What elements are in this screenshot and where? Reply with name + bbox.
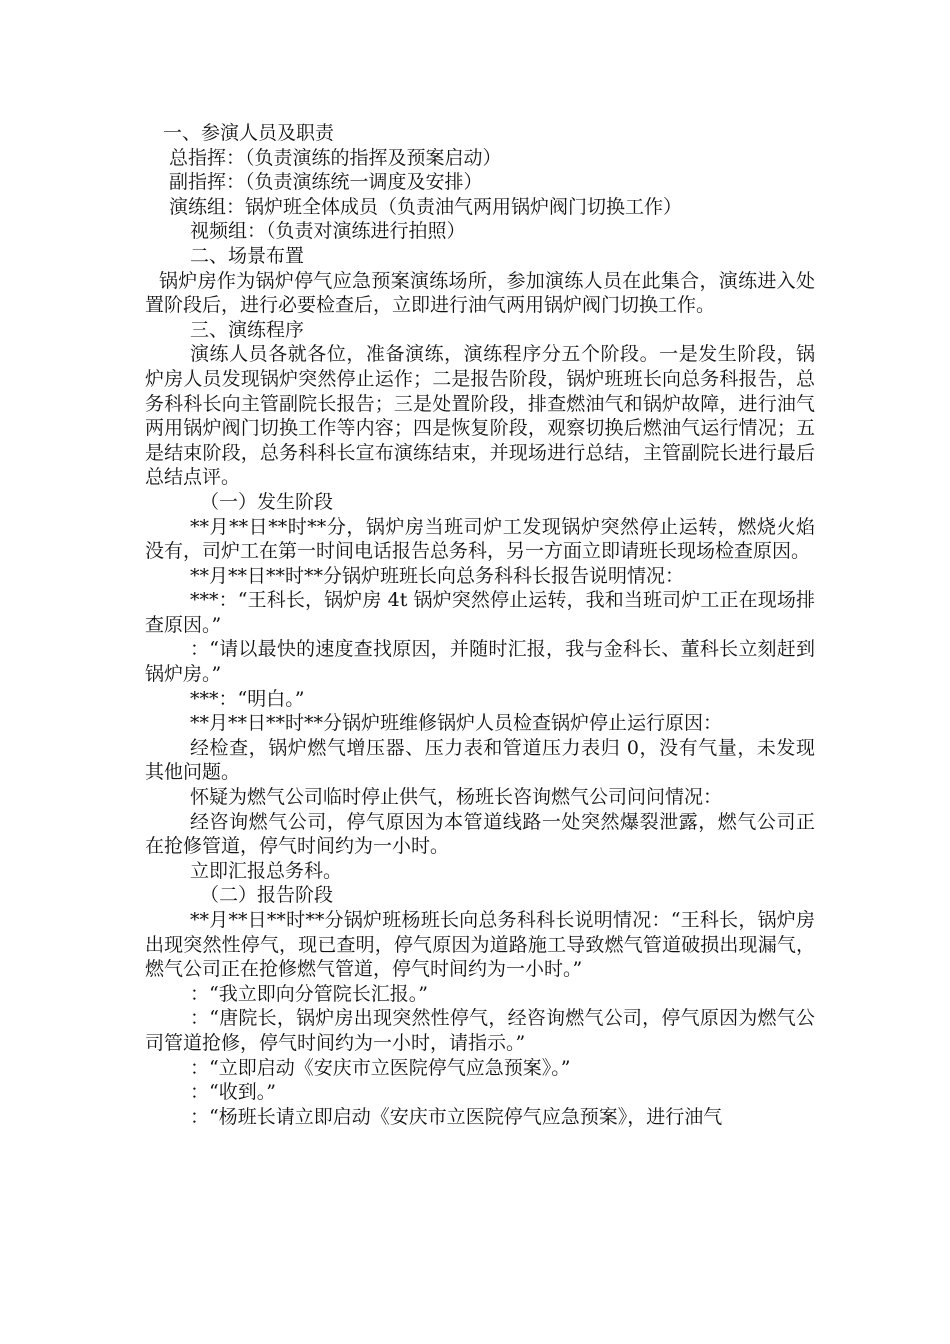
role-drill-team: 演练组：锅炉班全体成员（负责油气两用锅炉阀门切换工作） <box>169 195 683 218</box>
dialogue-line: ***：“明白。” <box>190 687 305 710</box>
heading-drill-procedure: 三、演练程序 <box>190 318 305 341</box>
paragraph-report-detail: **月**日**时**分锅炉班杨班长向总务科科长说明情况：“王科长，锅炉房出现突然性停气，现已查明，停气原因为道路施工导致燃气管道破损出现漏气，燃气公司正在抢修燃气管道，停气时间约为一小时。” <box>145 909 815 981</box>
dialogue-line: ：“杨班长请立即启动《安庆市立医院停气应急预案》，进行油气 <box>190 1105 723 1128</box>
paragraph-inspection: **月**日**时**分锅炉班维修锅炉人员检查锅炉停止运行原因： <box>190 712 723 735</box>
paragraph-scene: 锅炉房作为锅炉停气应急预案演练场所，参加演练人员在此集合，演练进入处置阶段后，进行必要检查后，立即进行油气两用锅炉阀门切换工作。 <box>145 269 815 317</box>
paragraph-inspection-result: 经检查，锅炉燃气增压器、压力表和管道压力表归 0，没有气量，未发现其他问题。 <box>145 736 815 784</box>
paragraph-occurrence: **月**日**时**分，锅炉房当班司炉工发现锅炉突然停止运转，燃烧火焰没有，司炉工在第一时间电话报告总务科，另一方面立即请班长现场检查原因。 <box>145 515 815 563</box>
paragraph-report-situation: **月**日**时**分锅炉班班长向总务科科长报告说明情况： <box>190 564 685 587</box>
heading-scene-layout: 二、场景布置 <box>190 244 305 267</box>
heading-participants: 一、参演人员及职责 <box>163 122 335 144</box>
paragraph-consultation: 经咨询燃气公司，停气原因为本管道线路一处突然爆裂泄露，燃气公司正在抢修管道，停气时间约为一小时。 <box>145 810 815 858</box>
dialogue-line: ：“请以最快的速度查找原因，并随时汇报，我与金科长、董科长立刻赶到锅炉房。” <box>145 638 815 686</box>
dialogue-line: ：“收到。” <box>190 1081 276 1104</box>
role-commander: 总指挥：（负责演练的指挥及预案启动） <box>169 146 502 169</box>
dialogue-line: ：“我立即向分管院长汇报。” <box>190 982 428 1005</box>
dialogue-line: ：“立即启动《安庆市立医院停气应急预案》。” <box>190 1056 571 1079</box>
subheading-occurrence-stage: （一）发生阶段 <box>200 490 334 513</box>
subheading-report-stage: （二）报告阶段 <box>200 884 334 907</box>
dialogue-line: ***：“王科长，锅炉房 4t 锅炉突然停止运转，我和当班司炉工正在现场排查原因。” <box>145 589 815 636</box>
paragraph-report-now: 立即汇报总务科。 <box>190 859 343 882</box>
document-body <box>145 121 815 1129</box>
role-deputy-commander: 副指挥：（负责演练统一调度及安排） <box>169 171 483 194</box>
paragraph-procedure: 演练人员各就各位，准备演练，演练程序分五个阶段。一是发生阶段，锅炉房人员发现锅炉突然停止运作；二是报告阶段，锅炉班班长向总务科报告，总务科科长向主管副院长报告；三是处置阶段，排查燃油气和锅炉故障，进行油气两用锅炉阀门切换工作等内容；四是恢复阶段，观察切换后燃油气运行情况；五是结束阶段，总务科科长宣布演练结束，并现场进行总结，主管副院长进行最后总结点评。 <box>145 343 815 489</box>
dialogue-line: ：“唐院长，锅炉房出现突然性停气，经咨询燃气公司，停气原因为燃气公司管道抢修，停气时间约为一小时，请指示。” <box>145 1007 815 1054</box>
paragraph-suspicion: 怀疑为燃气公司临时停止供气，杨班长咨询燃气公司问问情况： <box>190 786 723 809</box>
role-video-team: 视频组：（负责对演练进行拍照） <box>190 220 466 243</box>
